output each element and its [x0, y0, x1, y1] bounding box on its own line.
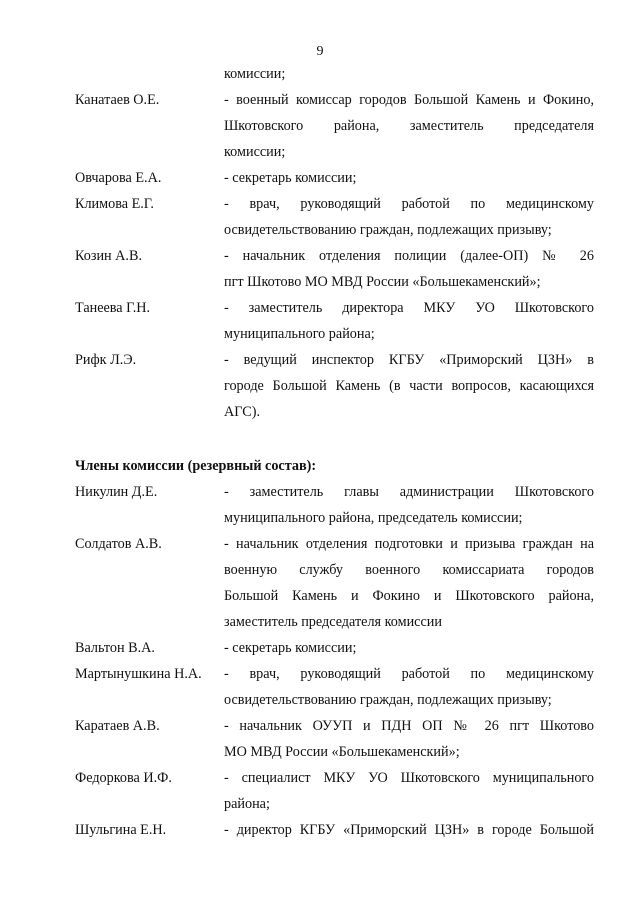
description-line: - секретарь комиссии; — [224, 170, 357, 186]
description-line: комиссии; — [224, 144, 286, 160]
description-line: - начальник отделения полиции (далее-ОП) № 26 — [224, 248, 594, 264]
description-line: комиссии; — [224, 66, 286, 82]
member-name: Танеева Г.Н. — [75, 300, 151, 316]
member-name: Климова Е.Г. — [75, 196, 154, 212]
description-line: - военный комиссар городов Большой Камень и Фокино, — [224, 92, 594, 108]
description-line: - заместитель директора МКУ УО Шкотовского — [224, 300, 594, 316]
description-line: освидетельствованию граждан, подлежащих призыву; — [224, 222, 552, 238]
member-name: Шульгина Е.Н. — [75, 822, 167, 838]
description-line: освидетельствованию граждан, подлежащих призыву; — [224, 692, 552, 708]
member-name: Рифк Л.Э. — [75, 352, 137, 368]
description-line: - специалист МКУ УО Шкотовского муниципального — [224, 770, 594, 786]
description-line: Шкотовского района, заместитель председателя — [224, 118, 594, 134]
member-name: Федоркова И.Ф. — [75, 770, 172, 786]
description-line: МО МВД России «Большекаменский»; — [224, 744, 460, 760]
description-line: - начальник ОУУП и ПДН ОП № 26 пгт Шкотово — [224, 718, 594, 734]
section-heading: Члены комиссии (резервный состав): — [75, 458, 317, 474]
description-line: района; — [224, 796, 270, 812]
description-line: пгт Шкотово МО МВД России «Большекаменский»; — [224, 274, 541, 290]
description-line: - врач, руководящий работой по медицинскому — [224, 666, 594, 682]
page-number: 9 — [316, 44, 324, 59]
member-name: Никулин Д.Е. — [75, 484, 158, 500]
description-line: муниципального района, председатель комиссии; — [224, 510, 523, 526]
description-line: муниципального района; — [224, 326, 375, 342]
description-line: - заместитель главы администрации Шкотовского — [224, 484, 594, 500]
description-line: АГС). — [224, 404, 260, 420]
description-line: городе Большой Камень (в части вопросов, касающихся — [224, 378, 594, 394]
description-line: Большой Камень и Фокино и Шкотовского района, — [224, 588, 594, 604]
member-name: Мартынушкина Н.А. — [75, 666, 202, 682]
member-name: Солдатов А.В. — [75, 536, 162, 552]
member-name: Канатаев О.Е. — [75, 92, 160, 108]
description-line: военную службу военного комиссариата городов — [224, 562, 594, 578]
member-name: Козин А.В. — [75, 248, 142, 264]
member-name: Каратаев А.В. — [75, 718, 160, 734]
description-line: - ведущий инспектор КГБУ «Приморский ЦЗН» в — [224, 352, 594, 368]
description-line: заместитель председателя комиссии — [224, 614, 442, 630]
description-line: - директор КГБУ «Приморский ЦЗН» в городе Большой — [224, 822, 594, 838]
description-line: - врач, руководящий работой по медицинскому — [224, 196, 594, 212]
description-line: - начальник отделения подготовки и призыва граждан на — [224, 536, 594, 552]
description-line: - секретарь комиссии; — [224, 640, 357, 656]
member-name: Овчарова Е.А. — [75, 170, 162, 186]
member-name: Вальтон В.А. — [75, 640, 155, 656]
